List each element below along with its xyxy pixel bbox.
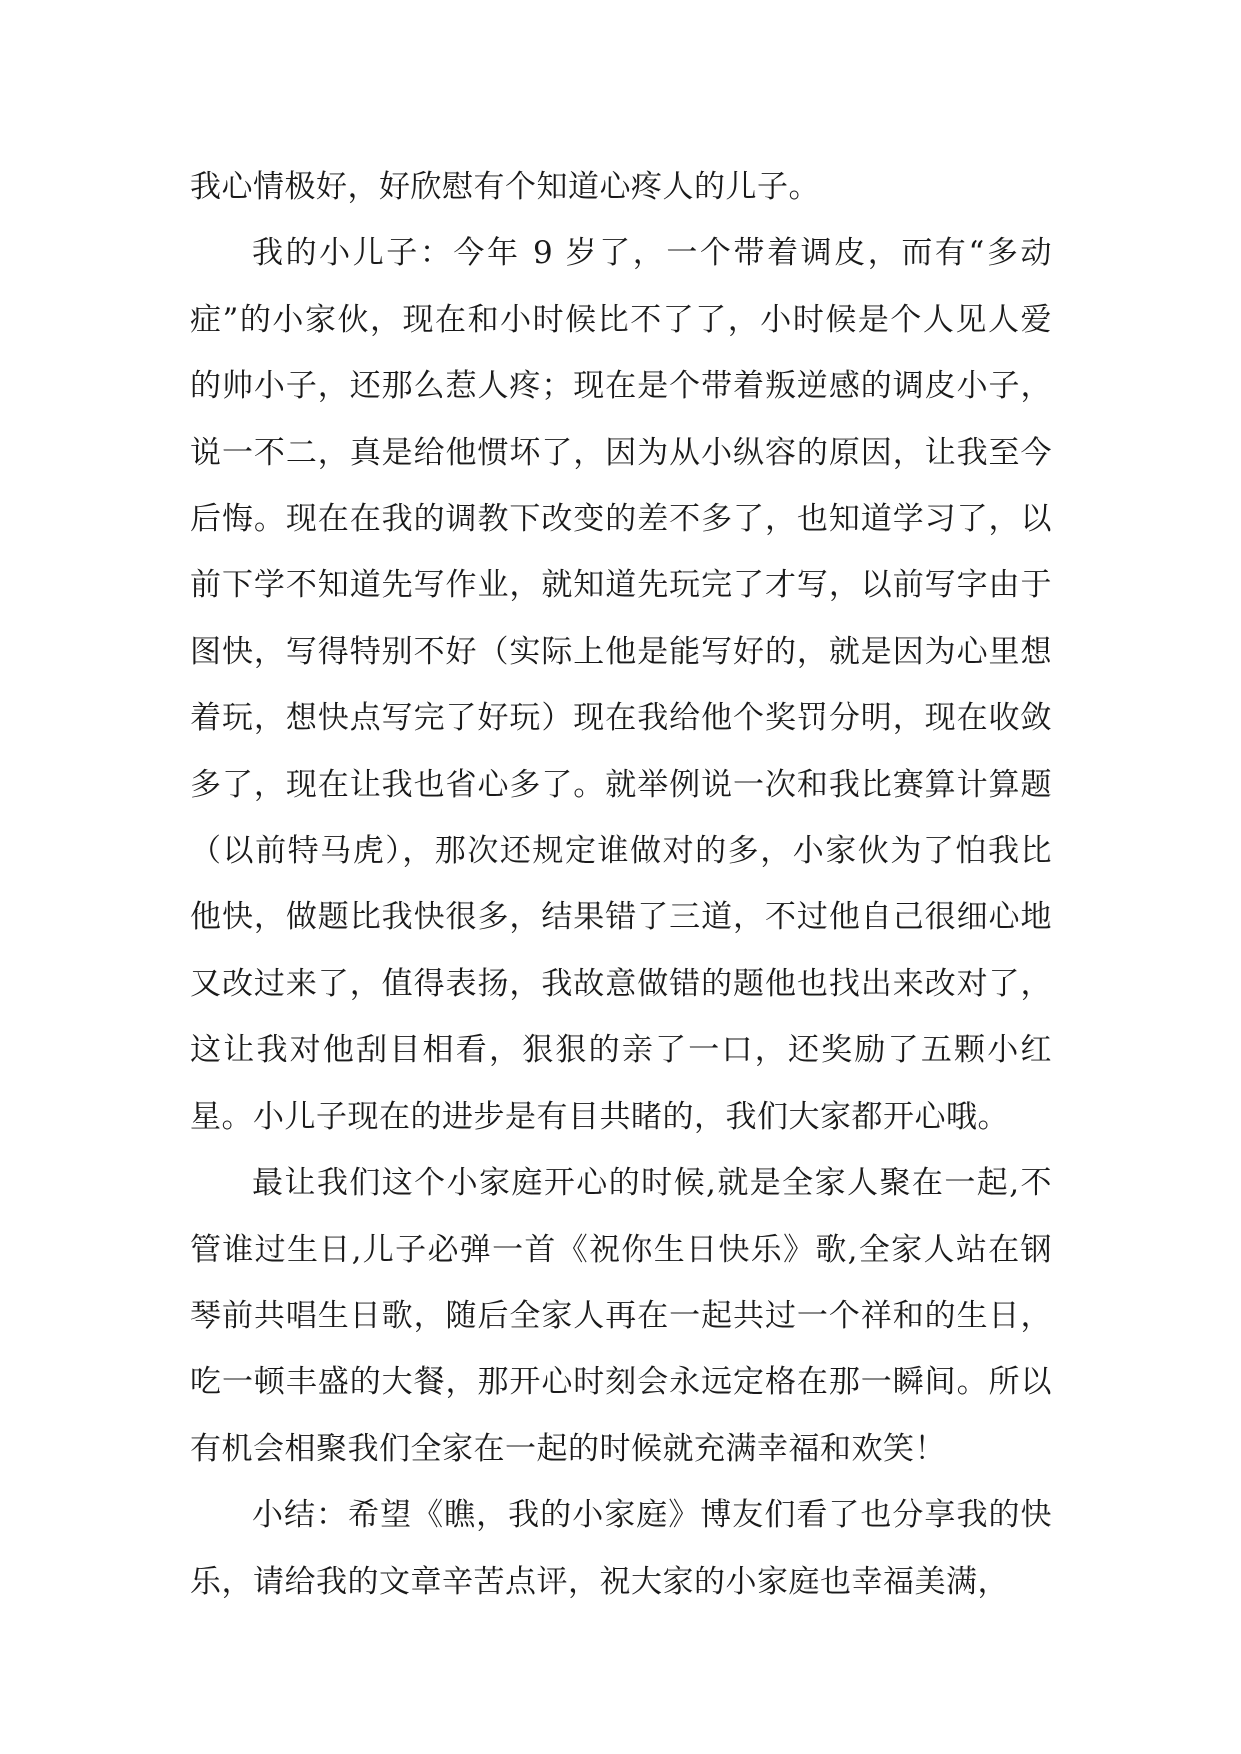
paragraph-younger-son: 我的小儿子：今年 9 岁了，一个带着调皮，而有“多动症”的小家伙，现在和小时候比不了了，小时候是个人见人爱的帅小子，还那么惹人疼；现在是个带着叛逆感的调皮小子，说一不二，真是给他惯坏了，因为从小纵容的原因，让我至今后悔。现在在我的调教下改变的差不多了，也知道学习了，以前下学不知道先写作业，就知道先玩完了才写，以前写字由于图快，写得特别不好（实际上他是能写好的，就是因为心里想着玩，想快点写完了好玩）现在我给他个奖罚分明，现在收敛多了，现在让我也省心多了。就举例说一次和我比赛算计算题（以前特马虎），那次还规定谁做对的多，小家伙为了怕我比他快，做题比我快很多，结果错了三道，不过他自己很细心地又改过来了，值得表扬，我故意做错的题他也找出来改对了，这让我对他刮目相看，狠狠的亲了一口，还奖励了五颗小红星。小儿子现在的进步是有目共睹的，我们大家都开心哦。 (190, 235, 1052, 1135)
paragraph-summary: 小结：希望《瞧，我的小家庭》博友们看了也分享我的快乐，请给我的文章辛苦点评，祝大家的小家庭也幸福美满， (190, 1497, 1052, 1600)
document-body (190, 154, 1052, 1615)
paragraph-family-happiness: 最让我们这个小家庭开心的时候,就是全家人聚在一起,不管谁过生日,儿子必弹一首《祝你生日快乐》歌,全家人站在钢琴前共唱生日歌，随后全家人再在一起共过一个祥和的生日，吃一顿丰盛的大餐，那开心时刻会永远定格在那一瞬间。所以有机会相聚我们全家在一起的时候就充满幸福和欢笑！ (190, 1165, 1052, 1467)
paragraph-continuation: 我心情极好，好欣慰有个知道心疼人的儿子。 (190, 169, 820, 205)
